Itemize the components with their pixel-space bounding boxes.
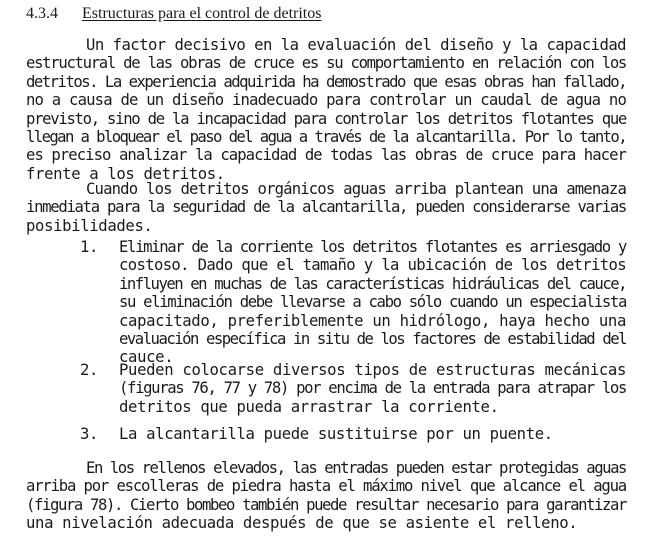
list-item-text — [119, 361, 626, 416]
paragraph-line: estructural de las obras de cruce es su comportamiento en relación con los — [26, 54, 626, 73]
list-item-line: costoso. Dado que el tamaño y la ubicación de los detritos — [119, 256, 626, 275]
list-item-line: Pueden colocarse diversos tipos de estructuras mecánicas — [119, 361, 626, 379]
section-heading — [26, 4, 321, 24]
paragraph-debris-factor — [26, 36, 626, 183]
paragraph-line: detritos. La experiencia adquirida ha demostrado que esas obras han fallado, — [26, 72, 626, 91]
list-item-line: evaluación específica in situ de los factores de estabilidad del — [119, 329, 626, 348]
list-item-line: cauce. — [119, 348, 174, 367]
list-item-line: Eliminar de la corriente los detritos flotantes es arriesgado y — [119, 238, 626, 256]
paragraph-elevated-fills — [26, 459, 626, 533]
list-item-line: capacitado, preferiblemente un hidrólogo, haya hecho una — [119, 311, 626, 330]
paragraph-line: una nivelación adecuada después de que se asiente el relleno. — [26, 514, 578, 533]
list-item-line: su eliminación debe llevarse a cabo sólo cuando un especialista — [119, 293, 626, 312]
paragraph-organic-debris — [26, 180, 626, 235]
paragraph-line: Cuando los detritos orgánicos aguas arriba plantean una amenaza — [86, 180, 626, 198]
list-item-line: influyen en muchas de las características hidráulicas del cauce, — [119, 274, 626, 293]
paragraph-line: Un factor decisivo en la evaluación del diseño y la capacidad — [86, 36, 626, 54]
paragraph-line: (figura 78). Cierto bombeo también puede resultar necesario para garantizar — [26, 495, 626, 514]
list-item-line: detritos que pueda arrastrar la corriente. — [119, 397, 499, 416]
paragraph-line: llegan a bloquear el paso del agua a través de la alcantarilla. Por lo tanto, — [26, 127, 626, 146]
list-item-line: (figuras 76, 77 y 78) por encima de la entrada para atrapar los — [119, 379, 626, 398]
paragraph-line: frente a los detritos. — [26, 164, 225, 183]
section-title: Estructuras para el control de detritos — [82, 5, 322, 22]
paragraph-line: es preciso analizar la capacidad de todas las obras de cruce para hacer — [26, 146, 626, 165]
list-item-line: La alcantarilla puede sustituirse por un puente. — [119, 425, 553, 443]
list-item-number: 3. — [80, 425, 99, 443]
paragraph-line: inmediata para la seguridad de la alcantarilla, pueden considerarse varias — [26, 198, 626, 217]
list-item-number: 1. — [80, 238, 99, 256]
paragraph-line: arriba por escolleras de piedra hasta el máximo nivel que alcance el agua — [26, 477, 626, 496]
list-item-text — [119, 425, 626, 443]
section-number: 4.3.4 — [26, 5, 58, 22]
paragraph-line: posibilidades. — [26, 216, 153, 235]
paragraph-line: previsto, sino de la incapacidad para controlar los detritos flotantes que — [26, 109, 626, 128]
list-item-text — [119, 238, 626, 367]
list-item-number: 2. — [80, 361, 99, 379]
paragraph-line: no a causa de un diseño inadecuado para controlar un caudal de agua no — [26, 91, 626, 110]
paragraph-line: En los rellenos elevados, las entradas pueden estar protegidas aguas — [86, 459, 626, 477]
